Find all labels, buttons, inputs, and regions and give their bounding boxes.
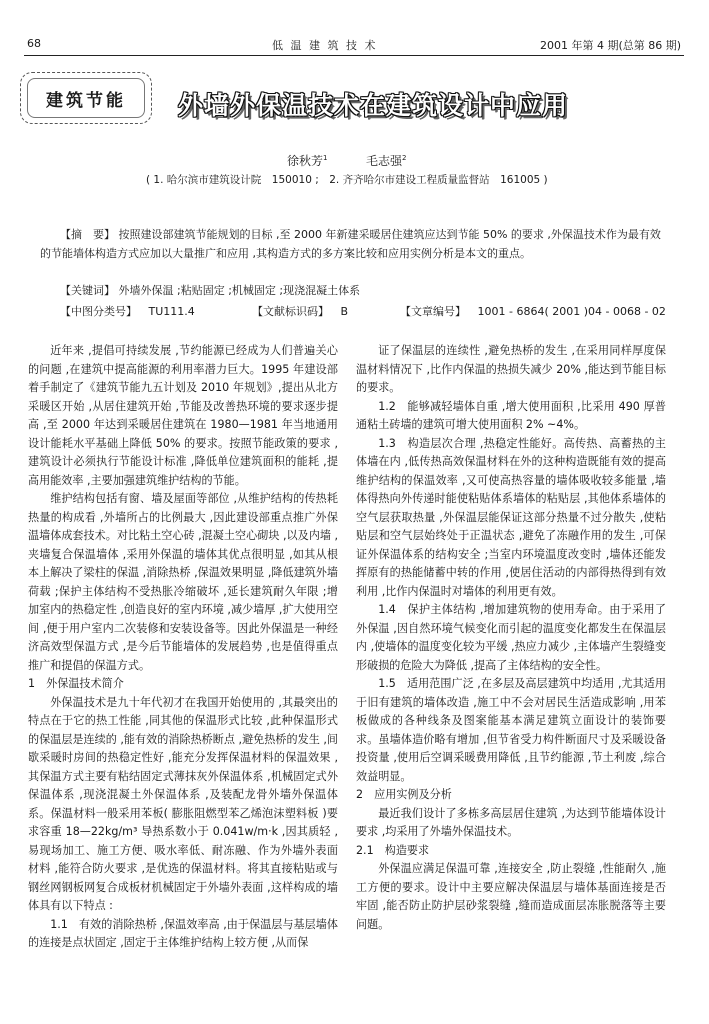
abstract <box>40 225 670 263</box>
paragraph: 1.3 构造层次合理 ,热稳定性能好。高传热、高蓄热的主体墙在内 ,低传热高效保温材料在外的这种构造既能有效的提高维护结构的保温效率 ,又可使高热容量的墙体吸收较多能量 ,墙体得热向外传递时能使粘贴体系墙体的粘贴层 ,其他体系墙体的空气层获取热量 ,外保温层能保证这部分热量不过分散失 ,使粘贴层和空气层始终处于正温状态 ,避免了冻融作用的发生 ,可保证外保温体系的结构安全 ;当室内环境温度改变时 ,墙体还能发挥原有的热能储蓄中转的作用 ,使居住活动的内部得热得到有效利用 ,比作内保温时对墙体的利用更有效。 <box>356 436 666 598</box>
issue-info: 2001 年第 4 期(总第 86 期) <box>540 39 682 52</box>
affiliation: ( 1. 哈尔滨市建筑设计院 150010 ; 2. 齐齐哈尔市建设工程质量监督站 161005 ) <box>146 174 548 186</box>
doc-code-line <box>252 303 348 319</box>
paragraph: 最近我们设计了多栋多高层居住建筑 ,为达到节能墙体设计要求 ,均采用了外墙外保温技术。 <box>356 806 666 838</box>
paragraph: 1.5 适用范围广泛 ,在多层及高层建筑中均适用 ,尤其适用于旧有建筑的墙体改造 ,施工中不会对居民生活造成影响 ,用苯板做成的各种线条及图案能基本满足建筑立面设计的装饰要求。虽墙体造价略有增加 ,但节省受力构件断面尺寸及采暖设备投资量 ,使用后空调采暖费用降低 ,且节约能源 ,节土利废 ,综合效益明显。 <box>356 677 666 783</box>
body-right-column <box>356 342 666 934</box>
article-no-label: 【文章编号】 <box>400 305 466 318</box>
author-2 <box>366 152 406 169</box>
article-title: 外墙外保温技术在建筑设计中应用 <box>178 91 569 120</box>
author-2-sup: 2 <box>402 154 407 162</box>
article-no-value: 1001 - 6864( 2001 )04 - 0068 - 02 <box>477 305 666 318</box>
doc-code-label: 【文献标识码】 <box>252 305 329 318</box>
journal-title: 低 温 建 筑 技 术 <box>272 39 378 52</box>
paragraph: 证了保温层的连续性 ,避免热桥的发生 ,在采用同样厚度保温材料情况下 ,比作内保温的热损失减少 20% ,能达到节能目标的要求。 <box>356 344 666 394</box>
paragraph: 1.2 能够减轻墙体自重 ,增大使用面积 ,比采用 490 厚普通粘土砖墙的建筑可增大使用面积 2% ~4%。 <box>356 399 666 431</box>
clc-value: TU111.4 <box>148 305 195 318</box>
clc-label: 【中图分类号】 <box>60 305 137 318</box>
paragraph: 外保温技术是九十年代初才在我国开始使用的 ,其最突出的特点在于它的热工性能 ,同其他的保温形式比较 ,此种保温形式的保温层是连续的 ,能有效的消除热桥断点 ,避免热桥的发生 ,间歇采暖时房间的热稳定性好 ,能充分发挥保温材料的保温效果 ,其保温方式主要有粘结固定式薄抹灰外保温体系 ,机械固定式外保温体系 ,现浇混凝土外保温体系 ,及装配龙骨外墙外保温体系。保温材料一般采用苯板( 膨胀阻燃型苯乙烯泡沫塑料板 )要求容重 18—22kg/m³ 导热系数小于 0.041w/m·k ,因其质轻 ,易现场加工、施工方便、吸水率低、耐冻融、作为外墙外表面材料 ,能符合防火要求 ,是优选的保温材料。将其直接粘贴或与钢丝网钢板网复合成板材机械固定于外墙外表面 ,这样构成的墙体具有以下特点 : <box>28 695 338 912</box>
section-badge <box>20 72 152 124</box>
doc-code-value: B <box>340 305 349 318</box>
paragraph: 1.1 有效的消除热桥 ,保温效率高 ,由于保温层与基层墙体的连接是点状固定 ,固定于主体维护结构上较方便 ,从而保 <box>28 917 338 949</box>
author-1-name: 徐秋芳 <box>287 154 324 168</box>
subsection-heading: 2.1 构造要求 <box>356 843 430 857</box>
keywords-label: 【关键词】 <box>60 284 115 297</box>
header-rule <box>24 55 684 56</box>
author-1 <box>287 152 327 169</box>
paragraph: 近年来 ,提倡可持续发展 ,节约能源已经成为人们普遍关心的问题 ,在建筑中提高能源的利用率潜力巨大。1995 年建设部着手制定了《建筑节能九五计划及 2010 年规划》,提出从北方采暖区开始 ,从居住建筑开始 ,节能及改善热环境的要求逐步提高 ,至 2000 年达到采暖居住建筑在 1980—1981 年当地通用设计能耗水平基础上降低 50% 的要求。按照节能政策的要求 ,建筑设计必须执行节能设计标准 ,降低单位建筑面积的能耗 ,提高用能效率 ,主要加强建筑维护结构的节能。 <box>28 344 338 487</box>
section-heading: 2 应用实例及分析 <box>356 788 452 801</box>
clc-line <box>60 303 195 319</box>
article-no-line <box>400 303 666 319</box>
page-number: 68 <box>27 37 41 50</box>
author-2-name: 毛志强 <box>366 154 403 168</box>
section-heading: 1 外保温技术简介 <box>28 677 124 690</box>
keywords-line <box>60 282 360 298</box>
author-1-sup: 1 <box>323 154 328 162</box>
paragraph: 外保温应满足保温可靠 ,连接安全 ,防止裂缝 ,性能耐久 ,施工方便的要求。设计中主要应解决保温层与墙体基面连接是否牢固 ,能否防止防护层砂浆裂缝 ,缝而造成面层冻胀脱落等主要问题。 <box>356 862 666 931</box>
section-badge-label: 建筑节能 <box>27 78 145 118</box>
paragraph: 维护结构包括有窗、墙及屋面等部位 ,从维护结构的传热耗热量的构成看 ,外墙所占的比例最大 ,因此建设部重点推广外保温墙体成套技术。对比粘土空心砖 ,混凝土空心砌块 ,以及内墙 ,夹墙复合保温墙体 ,采用外保温的墙体其优点很明显 ,如其从根本上解决了梁柱的保温 ,消除热桥 ,保温效果明显 ,降低建筑外墙荷载 ;保护主体结构不受热胀冷缩破坏 ,延长建筑耐久年限 ;增加室内的热稳定性 ,创造良好的室内环境 ,减少墙厚 ,扩大使用空间 ,便于用户室内二次装修和安装设备等。因此外保温是一种经济高效型保温方式 ,是今后节能墙体的发展趋势 ,也是值得重点推广和提倡的保温方式。 <box>28 492 338 672</box>
abstract-text: 按照建设部建筑节能规划的目标 ,至 2000 年新建采暖居住建筑应达到节能 50% 的要求 ,外保温技术作为最有效的节能墙体构造方式应加以大量推广和应用 ,其构造方式的多方案比较和应用实例分析是本文的重点。 <box>40 228 661 260</box>
paragraph: 1.4 保护主体结构 ,增加建筑物的使用寿命。由于采用了外保温 ,因自然环境气候变化而引起的温度变化都发生在保温层内 ,使墙体的温度变化较为平缓 ,热应力减少 ,主体墙产生裂缝变形破损的危险大为降低 ,提高了主体结构的安全性。 <box>356 603 666 672</box>
body-left-column <box>28 342 338 953</box>
abstract-label: 【摘 要】 <box>60 228 115 241</box>
keywords: 外墙外保温 ;粘贴固定 ;机械固定 ;现浇混凝土体系 <box>118 284 361 297</box>
